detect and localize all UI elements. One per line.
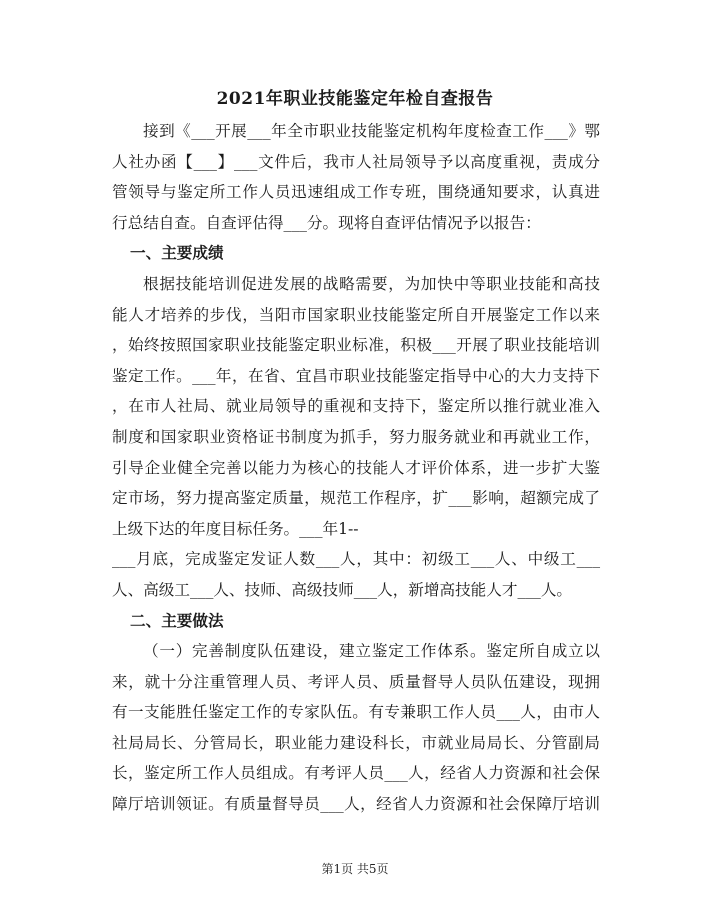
paragraph-line: 社局局长、分管局长，职业能力建设科长，市就业局局长、分管副局 — [112, 733, 600, 752]
paragraph-line: 长，鉴定所工作人员组成。有考评人员___人，经省人力资源和社会保 — [112, 764, 600, 783]
paragraph-line: 定市场，努力提高鉴定质量，规范工作程序，扩___影响，超额完成了 — [112, 489, 600, 508]
paragraph-line: 行总结自查。自查评估得___分。现将自查评估情况予以报告： — [112, 213, 541, 232]
paragraph-line: 接到《___开展___年全市职业技能鉴定机构年度检查工作___》鄂 — [143, 122, 600, 140]
section-heading-achievements: 一、主要成绩 — [130, 243, 224, 263]
paragraph-line: 制度和国家职业资格证书制度为抓手，努力服务就业和再就业工作， — [112, 427, 600, 446]
page-number-footer: 第1页 共5页 — [321, 862, 389, 876]
document-title: 2021年职业技能鉴定年检自查报告 — [216, 89, 494, 109]
paragraph-line: 障厅培训领证。有质量督导员___人，经省人力资源和社会保障厅培训 — [112, 795, 600, 814]
paragraph-line: 来，就十分注重管理人员、考评人员、质量督导人员队伍建设，现拥 — [112, 672, 600, 691]
paragraph-line: 管领导与鉴定所工作人员迅速组成工作专班，围绕通知要求，认真进 — [112, 183, 600, 202]
paragraph-line: （一）完善制度队伍建设，建立鉴定工作体系。鉴定所自成立以 — [143, 642, 600, 661]
paragraph-line: 能人才培养的步伐，当阳市国家职业技能鉴定所自开展鉴定工作以来 — [112, 305, 600, 324]
paragraph-line: ，在市人社局、就业局领导的重视和支持下，鉴定所以推行就业准入 — [112, 397, 600, 416]
paragraph-line: 鉴定工作。___年，在省、宜昌市职业技能鉴定指导中心的大力支持下 — [112, 366, 600, 385]
paragraph-line: ，始终按照国家职业技能鉴定职业标准，积极___开展了职业技能培训 — [112, 336, 600, 355]
paragraph-line: 引导企业健全完善以能力为核心的技能人才评价体系，进一步扩大鉴 — [112, 458, 600, 477]
paragraph-line: 人、高级工___人、技师、高级技师___人，新增高技能人才___人。 — [112, 580, 573, 599]
paragraph-line: 根据技能培训促进发展的战略需要，为加快中等职业技能和高技 — [143, 274, 600, 293]
section-heading-practices: 二、主要做法 — [130, 610, 224, 630]
paragraph-line: 人社办函【___】___文件后，我市人社局领导予以高度重视，责成分 — [112, 152, 600, 171]
paragraph-line: ___月底，完成鉴定发证人数___人，其中：初级工___人、中级工___ — [112, 550, 600, 569]
paragraph-line: 有一支能胜任鉴定工作的专家队伍。有专兼职工作人员___人，由市人 — [112, 703, 600, 722]
document-body — [112, 116, 600, 820]
paragraph-line: 上级下达的年度目标任务。___年1-- — [112, 519, 359, 538]
